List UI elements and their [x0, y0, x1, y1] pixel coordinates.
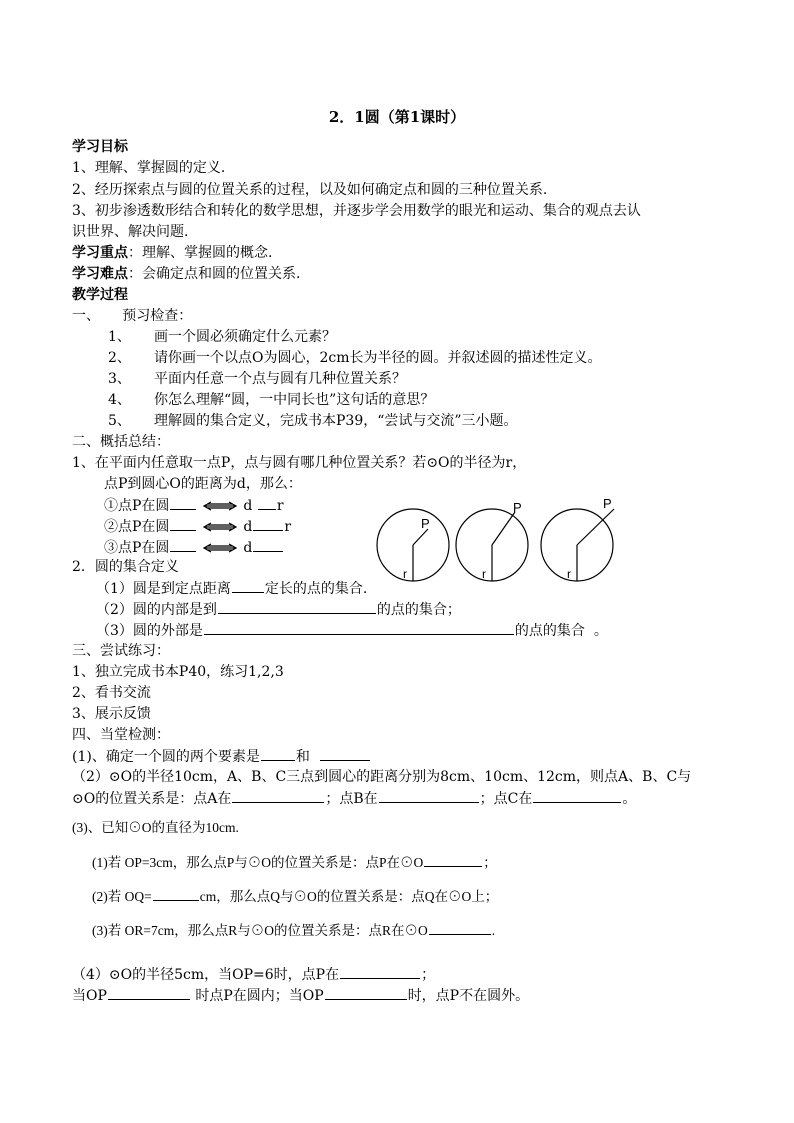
- goal-item-2: 2、经历探索点与圆的位置关系的过程，以及如何确定点和圆的三种位置关系.: [72, 182, 548, 198]
- practice-item-3: 3、展示反馈: [72, 706, 151, 722]
- set-item-2: [96, 599, 461, 620]
- q4-text: 当OP: [72, 988, 107, 1004]
- preview-item-num: 4、: [108, 392, 131, 408]
- preview-item-5: [108, 411, 518, 431]
- summary-line-2: 点P到圆心O的距离为d，那么：: [104, 476, 302, 492]
- q2-text: ；点B在: [325, 791, 378, 807]
- blank-line[interactable]: [261, 746, 295, 761]
- q3-text: .: [491, 923, 496, 938]
- case-r: r: [276, 498, 284, 514]
- preview-item-num: 2、: [108, 350, 131, 366]
- case-d: d: [243, 519, 253, 535]
- preview-item-2: [108, 348, 602, 368]
- case-left: ②点P在圆: [104, 519, 170, 535]
- preview-item-num: 5、: [108, 413, 131, 429]
- case-row-2: [104, 516, 291, 537]
- blank-line[interactable]: [258, 495, 276, 510]
- blank-line[interactable]: [424, 852, 482, 867]
- blank-line[interactable]: [533, 788, 621, 803]
- point-label: P: [603, 498, 612, 511]
- double-arrow-icon: [203, 541, 237, 555]
- set-heading: 2．圆的集合定义: [72, 559, 179, 575]
- preview-item-1: [108, 327, 336, 347]
- preview-item-3: [108, 369, 406, 389]
- radius-label: r: [482, 567, 486, 581]
- blank-line[interactable]: [204, 620, 514, 635]
- blank-line[interactable]: [253, 516, 283, 531]
- goals-heading: 学习目标: [72, 139, 128, 155]
- check-q4-line1: [72, 964, 435, 985]
- practice-item-2: 2、看书交流: [72, 685, 151, 701]
- preview-item-text: 画一个圆必须确定什么元素？: [154, 329, 336, 345]
- set-item-text: （3）圆的外部是: [96, 623, 203, 639]
- check-q3-sub3: [92, 920, 495, 941]
- preview-item-num: 3、: [108, 371, 131, 387]
- goal-item-3-cont: 识世界、解决问题.: [72, 224, 189, 240]
- blank-line[interactable]: [232, 578, 264, 593]
- q1-text: 和: [295, 749, 310, 765]
- blank-line[interactable]: [108, 985, 190, 1000]
- case-row-1: [104, 495, 284, 516]
- point-label: P: [513, 500, 522, 515]
- set-item-3: [96, 620, 608, 641]
- blank-line[interactable]: [232, 788, 324, 803]
- check-q4-line2: [72, 985, 529, 1006]
- q4-text: （4）⊙O的半径5cm，当OP=6时，点P在: [72, 967, 340, 983]
- preview-item-text: 理解圆的集合定义，完成书本P39，“尝试与交流”三小题。: [154, 413, 518, 429]
- q2-text: 。: [622, 791, 637, 807]
- set-item-text: 定长的点的集合.: [264, 581, 368, 597]
- check-q3-sub2: [92, 886, 498, 907]
- blank-line[interactable]: [153, 886, 199, 901]
- case-r: r: [284, 519, 292, 535]
- check-q2-line1: （2）⊙O的半径10cm，A、B、C三点到圆心的距离分别为8cm、10cm、12cm，则点A、B、C与: [72, 769, 692, 785]
- check-q2-line2: [72, 788, 636, 809]
- blank-line[interactable]: [340, 964, 420, 979]
- q4-text: ；: [421, 967, 436, 983]
- page-title: 2．1圆（第1课时）: [328, 108, 466, 126]
- q3-text: (1)若 OP=3cm，那么点P与⊙O的位置关系是：点P在⊙O: [92, 855, 424, 870]
- circle-inside-case: [377, 509, 449, 581]
- goal-item-3: 3、初步渗透数形结合和转化的数学思想，并逐步学会用数学的眼光和运动、集合的观点去认: [72, 203, 641, 219]
- check-heading: 四、当堂检测：: [72, 727, 170, 743]
- check-q3-head: (3)、已知⊙O的直径为10cm.: [72, 820, 239, 835]
- set-item-text: （2）圆的内部是到: [96, 602, 217, 618]
- case-d: d: [243, 540, 253, 556]
- q3-text: (3)若 OR=7cm，那么点R与⊙O的位置关系是：点R在⊙O: [92, 923, 428, 938]
- set-item-text: 的点的集合 。: [514, 623, 608, 639]
- blank-line[interactable]: [170, 495, 196, 510]
- preview-item-text: 你怎么理解“圆，一中同长也”这句话的意思？: [154, 392, 435, 408]
- q2-text: ⊙O的位置关系是：点A在: [72, 791, 232, 807]
- difficulty-label: 学习难点: [72, 266, 128, 282]
- preview-heading: 一、 预习检查：: [72, 308, 193, 324]
- q4-text: 时，点P不在圆外。: [407, 988, 530, 1004]
- goal-item-1: 1、理解、掌握圆的定义.: [72, 160, 226, 176]
- double-arrow-icon: [203, 499, 237, 513]
- preview-item-num: 1、: [108, 329, 131, 345]
- preview-item-text: 请你画一个以点O为圆心，2cm长为半径的圆。并叙述圆的描述性定义。: [154, 350, 602, 366]
- q3-text: ；: [483, 855, 497, 870]
- circle-outside-case: [541, 498, 614, 581]
- practice-item-1: 1、独立完成书本P40，练习1,2,3: [72, 664, 284, 680]
- blank-line[interactable]: [379, 788, 479, 803]
- radius-label: r: [403, 567, 407, 581]
- circle-position-figure: [370, 498, 626, 590]
- set-item-text: （1）圆是到定点距离: [96, 581, 231, 597]
- summary-heading: 二、概括总结：: [72, 434, 170, 450]
- blank-line[interactable]: [170, 516, 196, 531]
- q3-text: (2)若 OQ=: [92, 889, 152, 904]
- process-heading: 教学过程: [72, 287, 128, 303]
- preview-item-4: [108, 390, 434, 410]
- practice-heading: 三、尝试练习：: [72, 643, 170, 659]
- summary-line-1: 1、在平面内任意取一点P，点与圆有哪几种位置关系？若⊙O的半径为r，: [72, 455, 527, 471]
- circle-on-case: [456, 500, 528, 581]
- blank-line[interactable]: [429, 920, 491, 935]
- key-point: [72, 243, 272, 263]
- case-left: ①点P在圆: [104, 498, 170, 514]
- blank-line[interactable]: [325, 985, 407, 1000]
- check-q3-sub1: [92, 852, 497, 873]
- q3-text: cm，那么点Q与⊙O的位置关系是：点Q在⊙O上；: [199, 889, 499, 904]
- blank-line[interactable]: [320, 746, 370, 761]
- difficulty-text: ：会确定点和圆的位置关系.: [128, 266, 301, 282]
- point-label: P: [421, 516, 430, 531]
- radius-label: r: [567, 567, 571, 581]
- blank-line[interactable]: [218, 599, 376, 614]
- case-row-3: [104, 537, 284, 558]
- case-d: d: [243, 498, 253, 514]
- set-item-text: 的点的集合；: [376, 602, 461, 618]
- blank-line[interactable]: [170, 537, 196, 552]
- difficulty: [72, 264, 300, 284]
- blank-line[interactable]: [253, 537, 283, 552]
- set-item-1: [96, 578, 367, 599]
- key-point-label: 学习重点: [72, 245, 128, 261]
- q4-text: 时点P在圆内；当OP: [190, 988, 324, 1004]
- q1-text: (1)、确定一个圆的两个要素是: [72, 749, 260, 765]
- key-point-text: ：理解、掌握圆的概念.: [128, 245, 273, 261]
- case-left: ③点P在圆: [104, 540, 170, 556]
- double-arrow-icon: [203, 520, 237, 534]
- preview-item-text: 平面内任意一个点与圆有几种位置关系？: [154, 371, 406, 387]
- q2-text: ；点C在: [479, 791, 533, 807]
- check-q1: [72, 746, 371, 767]
